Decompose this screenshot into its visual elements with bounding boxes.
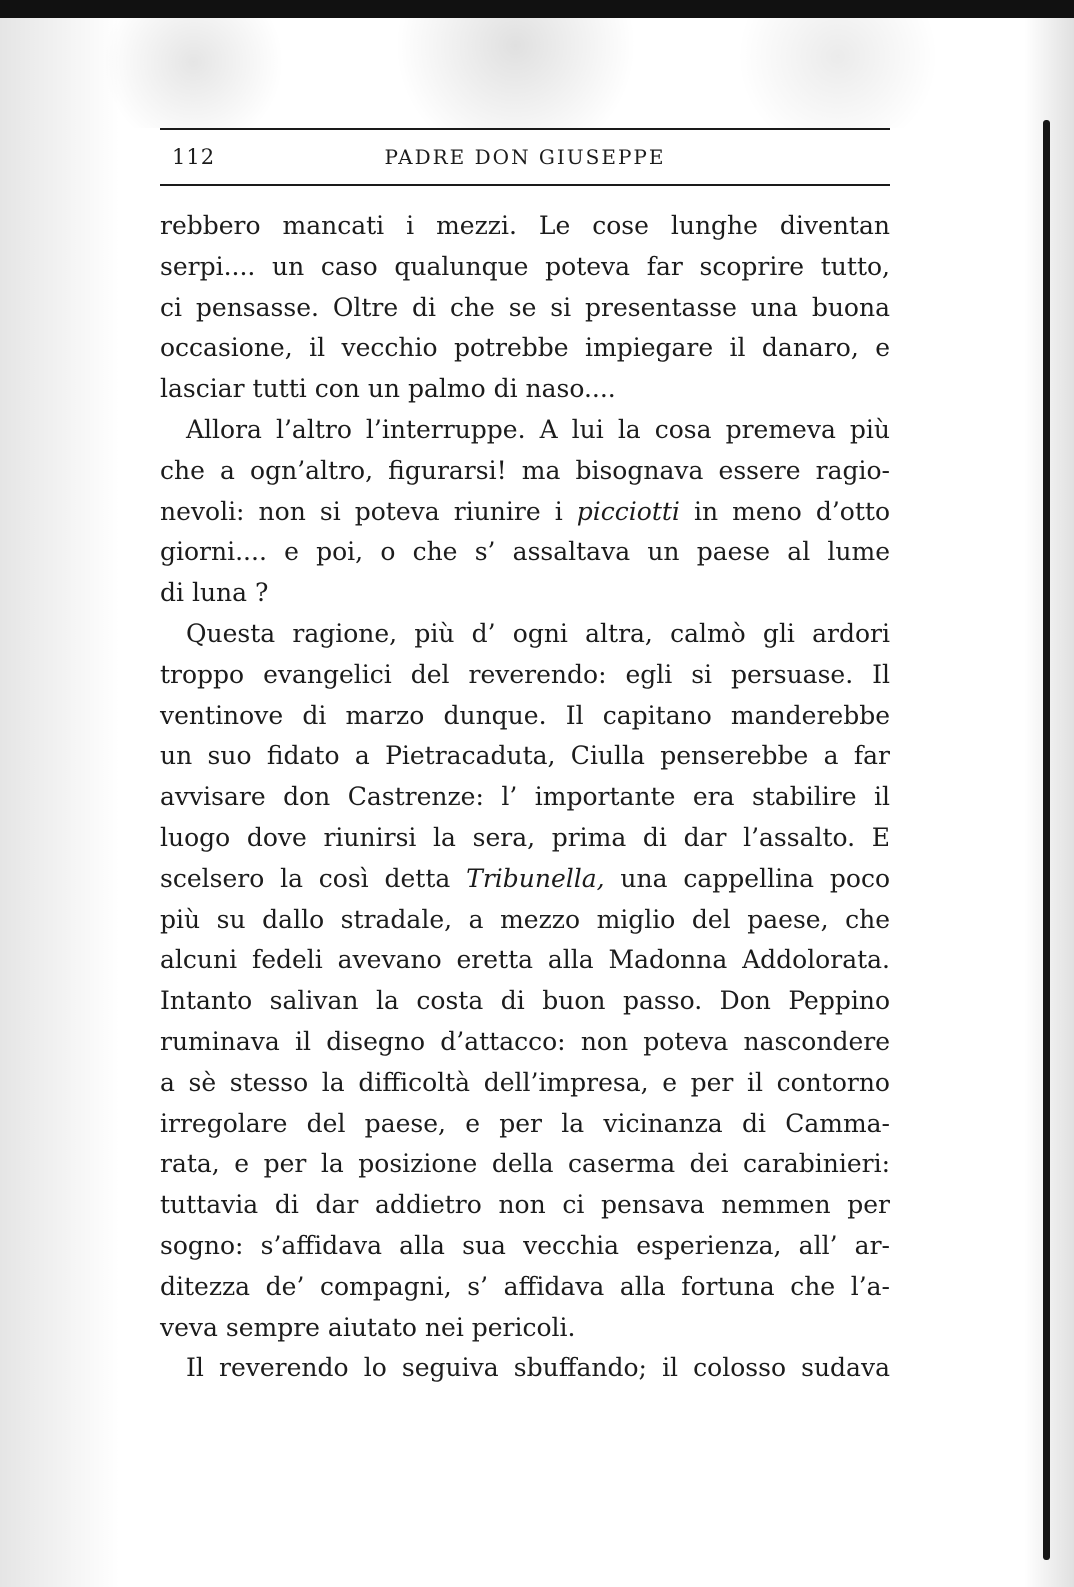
text-line: tuttavia di dar addietro non ci pensava nemmen per bbox=[160, 1190, 890, 1220]
text-line: veva sempre aiutato nei pericoli. bbox=[160, 1312, 576, 1342]
text-line: ventinove di marzo dunque. Il capitano manderebbe bbox=[160, 700, 890, 730]
text-line: a sè stesso la difficoltà dell’impresa, e per il contorno bbox=[160, 1067, 890, 1097]
paragraph-start-line: Il reverendo lo seguiva sbuffando; il colosso sudava bbox=[186, 1353, 890, 1383]
text-line: lasciar tutti con un palmo di naso.... bbox=[160, 374, 616, 404]
page-number: 112 bbox=[172, 145, 216, 169]
book-spine-shadow bbox=[1043, 120, 1050, 1560]
text-line: giorni.... e poi, o che s’ assaltava un paese al lume bbox=[160, 537, 890, 567]
text-line: alcuni fedeli avevano eretta alla Madonna Addolorata. bbox=[160, 945, 890, 975]
text-segment: scelsero la così detta bbox=[160, 863, 467, 893]
page-header bbox=[160, 128, 890, 186]
text-line: di luna ? bbox=[160, 578, 269, 608]
text-segment: una cappellina poco bbox=[604, 863, 891, 893]
paragraph-start-line: Questa ragione, più d’ ogni altra, calmò gli ardori bbox=[186, 618, 890, 648]
text-line: avvisare don Castrenze: l’ importante era stabilire il bbox=[160, 782, 890, 812]
text-line: che a ogn’altro, figurarsi! ma bisognava essere ragio- bbox=[160, 455, 890, 485]
text-line: Intanto salivan la costa di buon passo. Don Peppino bbox=[160, 986, 890, 1016]
text-segment: in meno d’otto bbox=[679, 496, 890, 526]
scan-speckle-noise bbox=[0, 18, 1074, 128]
text-line: rebbero mancati i mezzi. Le cose lunghe diventan bbox=[160, 211, 890, 240]
text-line: ruminava il disegno d’attacco: non poteva nascondere bbox=[160, 1026, 890, 1056]
text-line-with-italic bbox=[160, 492, 890, 533]
text-line: ci pensasse. Oltre di che se si presentasse una buona bbox=[160, 292, 890, 322]
text-line: serpi.... un caso qualunque poteva far scoprire tutto, bbox=[160, 251, 890, 281]
text-line: luogo dove riunirsi la sera, prima di dar l’assalto. E bbox=[160, 822, 890, 852]
scan-left-edge-noise bbox=[0, 18, 120, 1587]
text-segment: nevoli: non si poteva riunire i bbox=[160, 496, 577, 526]
text-line: occasione, il vecchio potrebbe impiegare il danaro, e bbox=[160, 333, 890, 363]
text-line-with-italic bbox=[160, 859, 890, 900]
scan-top-border bbox=[0, 0, 1074, 18]
text-line: più su dallo stradale, a mezzo miglio del paese, che bbox=[160, 904, 890, 934]
body-text bbox=[160, 206, 890, 1389]
text-line: irregolare del paese, e per la vicinanza di Camma- bbox=[160, 1108, 890, 1138]
italic-word: picciotti bbox=[576, 496, 680, 526]
text-line: ditezza de’ compagni, s’ affidava alla fortuna che l’a- bbox=[160, 1271, 890, 1301]
text-line: troppo evangelici del reverendo: egli si persuase. Il bbox=[160, 659, 890, 689]
text-line: rata, e per la posizione della caserma dei carabinieri: bbox=[160, 1149, 890, 1179]
text-line: sogno: s’affidava alla sua vecchia esperienza, all’ ar- bbox=[160, 1230, 890, 1260]
paragraph-start-line: Allora l’altro l’interruppe. A lui la cosa premeva più bbox=[186, 414, 890, 444]
running-title: PADRE DON GIUSEPPE bbox=[384, 145, 666, 169]
italic-word: Tribunella, bbox=[466, 863, 605, 893]
text-line: un suo fidato a Pietracaduta, Ciulla penserebbe a far bbox=[160, 741, 890, 771]
